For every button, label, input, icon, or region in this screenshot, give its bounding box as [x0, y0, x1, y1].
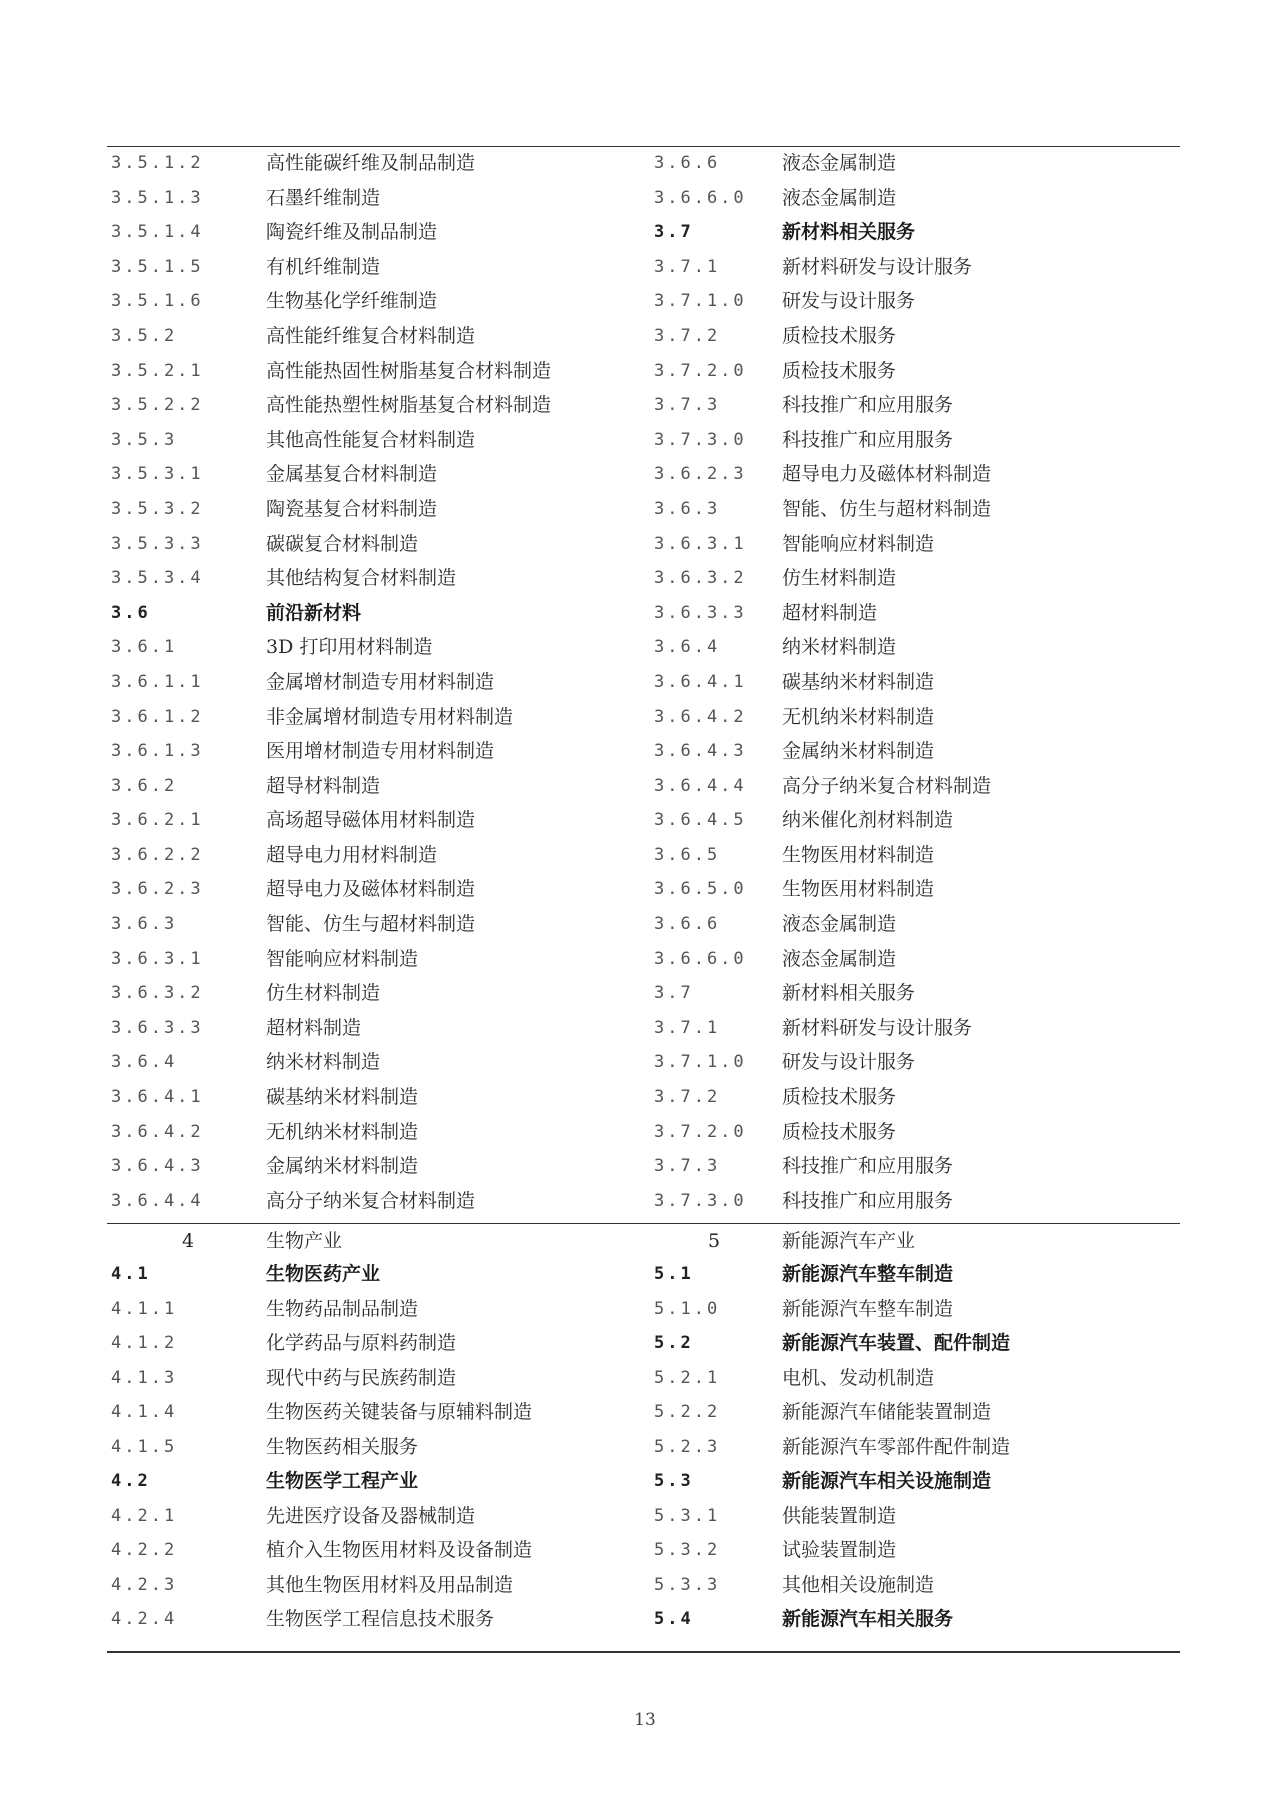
category-code: 3.6.6.0 — [654, 187, 747, 208]
category-name: 电机、发动机制造 — [782, 1366, 935, 1389]
table-row — [0, 250, 1280, 285]
category-code: 3.6.4 — [111, 1052, 178, 1073]
table-row — [0, 354, 1280, 389]
table-row — [0, 1464, 1280, 1499]
category-name: 液态金属制造 — [782, 152, 897, 174]
category-code: 5.2 — [654, 1333, 694, 1353]
table-row — [0, 1326, 1280, 1361]
category-code: 3.6.1 — [111, 637, 178, 658]
category-name: 科技推广和应用服务 — [782, 394, 954, 417]
category-name: 纳米催化剂材料制造 — [782, 809, 954, 832]
page-number: 13 — [634, 1710, 656, 1730]
category-name: 高性能纤维复合材料制造 — [266, 324, 476, 347]
category-code: 3.6.3.1 — [111, 948, 204, 969]
category-name: 其他高性能复合材料制造 — [266, 428, 476, 451]
category-code: 5.1.0 — [654, 1298, 721, 1319]
category-name: 生物医药关键装备与原辅料制造 — [266, 1401, 533, 1423]
category-code: 3.6.4.1 — [654, 671, 747, 692]
category-name: 仿生材料制造 — [782, 567, 897, 590]
category-code: 3.5.1.6 — [111, 291, 204, 312]
category-name: 碳碳复合材料制造 — [266, 532, 419, 555]
category-code: 4.2.3 — [111, 1574, 178, 1595]
category-code: 3.7.1 — [654, 1017, 721, 1038]
category-code: 3.6.4 — [654, 637, 721, 658]
category-code: 3.6.2.3 — [654, 464, 747, 485]
category-name: 新能源汽车储能装置制造 — [782, 1401, 992, 1423]
category-code: 3.6.3.3 — [654, 602, 747, 623]
table-row — [0, 1568, 1280, 1603]
category-name: 生物药品制品制造 — [266, 1297, 419, 1320]
category-name: 供能装置制造 — [782, 1504, 897, 1527]
category-name: 植介入生物医用材料及设备制造 — [266, 1539, 533, 1561]
category-name: 智能响应材料制造 — [782, 532, 935, 555]
category-name: 质检技术服务 — [782, 359, 897, 382]
table-row — [0, 181, 1280, 216]
category-name: 金属增材制造专用材料制造 — [266, 670, 495, 693]
materials-table — [0, 146, 1280, 1218]
category-name: 其他结构复合材料制造 — [266, 567, 457, 590]
table-row — [0, 457, 1280, 492]
category-name: 新材料相关服务 — [782, 221, 916, 244]
table-row — [0, 1430, 1280, 1465]
table-row — [0, 700, 1280, 735]
category-name: 前沿新材料 — [266, 601, 362, 624]
category-name: 无机纳米材料制造 — [782, 705, 935, 728]
category-code: 5.2.2 — [654, 1402, 721, 1422]
category-name: 生物医用材料制造 — [782, 878, 935, 901]
category-code: 3.7.3 — [654, 1156, 721, 1177]
category-name: 质检技术服务 — [782, 1086, 897, 1109]
category-code: 3.6.4.1 — [111, 1087, 204, 1108]
category-name: 液态金属制造 — [782, 947, 897, 970]
category-code: 3.6.1.3 — [111, 741, 204, 762]
category-name: 超导材料制造 — [266, 774, 381, 797]
category-code: 3.6.2 — [111, 775, 178, 796]
category-name: 有机纤维制造 — [266, 255, 381, 278]
category-code: 3.5.1.4 — [111, 222, 204, 243]
category-code: 5.3.1 — [654, 1505, 721, 1526]
category-code: 3.6.3 — [654, 498, 721, 519]
category-code: 4.1.1 — [111, 1298, 178, 1319]
category-name: 生物医学工程信息技术服务 — [266, 1608, 495, 1630]
category-code: 3.6.4.3 — [111, 1156, 204, 1177]
category-name: 超导电力用材料制造 — [266, 843, 438, 866]
category-name: 新能源汽车整车制造 — [782, 1263, 954, 1285]
category-name: 纳米材料制造 — [266, 1051, 381, 1074]
category-code: 3.6.3.3 — [111, 1017, 204, 1038]
category-name: 液态金属制造 — [782, 186, 897, 209]
table-bottom-rule — [107, 1651, 1180, 1653]
bio-nev-table — [0, 1224, 1280, 1637]
category-code: 3.5.1.3 — [111, 187, 204, 208]
category-name: 碳基纳米材料制造 — [266, 1086, 419, 1109]
category-name: 无机纳米材料制造 — [266, 1120, 419, 1143]
category-name: 研发与设计服务 — [782, 1051, 916, 1074]
category-name: 新材料研发与设计服务 — [782, 255, 973, 278]
category-code: 5.2.3 — [654, 1436, 721, 1457]
table-row — [0, 942, 1280, 977]
category-name: 超导电力及磁体材料制造 — [266, 878, 476, 901]
category-name: 新能源汽车相关设施制造 — [782, 1470, 992, 1492]
category-name: 超材料制造 — [266, 1016, 362, 1039]
category-code: 3.6.1.2 — [111, 706, 204, 727]
category-name: 智能、仿生与超材料制造 — [266, 913, 476, 936]
category-name: 新材料研发与设计服务 — [782, 1016, 973, 1039]
category-name: 质检技术服务 — [782, 324, 897, 347]
category-code: 3.7.2.0 — [654, 1121, 747, 1142]
category-name: 金属基复合材料制造 — [266, 463, 438, 486]
table-row — [0, 1011, 1280, 1046]
table-row — [0, 838, 1280, 873]
category-code: 3.6.4.5 — [654, 810, 747, 831]
category-code: 3.6.3 — [111, 914, 178, 935]
category-name: 智能、仿生与超材料制造 — [782, 497, 992, 520]
category-code: 4.1.2 — [111, 1333, 178, 1353]
table-row — [0, 803, 1280, 838]
category-code: 4.2.4 — [111, 1609, 178, 1629]
table-row — [0, 1257, 1280, 1292]
category-code: 3.6.5.0 — [654, 879, 747, 900]
category-code: 3.6.3.1 — [654, 533, 747, 554]
section-code-right: 5 — [708, 1230, 721, 1252]
category-code: 3.7.2.0 — [654, 360, 747, 381]
category-code: 3.7.1 — [654, 256, 721, 277]
category-name: 高性能热塑性树脂基复合材料制造 — [266, 394, 552, 417]
category-code: 3.7 — [654, 983, 694, 1004]
table-row — [0, 1080, 1280, 1115]
category-name: 其他相关设施制造 — [782, 1573, 935, 1596]
table-row — [0, 1395, 1280, 1430]
category-name: 生物医用材料制造 — [782, 843, 935, 866]
section-name-right: 新能源汽车产业 — [782, 1230, 916, 1252]
category-name: 先进医疗设备及器械制造 — [266, 1504, 476, 1527]
category-code: 3.7.1.0 — [654, 1052, 747, 1073]
table-row — [0, 1115, 1280, 1150]
table-row — [0, 319, 1280, 354]
category-code: 3.6.4.4 — [654, 775, 747, 796]
category-name: 研发与设计服务 — [782, 290, 916, 313]
category-name: 液态金属制造 — [782, 913, 897, 936]
category-code: 3.7 — [654, 222, 694, 243]
category-code: 3.7.3 — [654, 395, 721, 416]
category-name: 新材料相关服务 — [782, 982, 916, 1005]
category-name: 新能源汽车零部件配件制造 — [782, 1435, 1011, 1458]
category-name: 碳基纳米材料制造 — [782, 670, 935, 693]
category-name: 陶瓷纤维及制品制造 — [266, 221, 438, 244]
category-name: 现代中药与民族药制造 — [266, 1366, 457, 1389]
category-name: 其他生物医用材料及用品制造 — [266, 1573, 514, 1596]
category-code: 3.6.5 — [654, 844, 721, 865]
category-name: 陶瓷基复合材料制造 — [266, 497, 438, 520]
category-code: 3.6.4.4 — [111, 1190, 204, 1211]
category-code: 3.7.3.0 — [654, 1190, 747, 1211]
table-row — [0, 1361, 1280, 1396]
category-code: 3.6.2.2 — [111, 844, 204, 865]
table-row — [0, 596, 1280, 631]
category-code: 3.6.3.2 — [654, 568, 747, 589]
category-name: 生物医药相关服务 — [266, 1435, 419, 1458]
table-row — [0, 665, 1280, 700]
table-row — [0, 1499, 1280, 1534]
category-name: 高性能碳纤维及制品制造 — [266, 152, 476, 174]
table-row — [0, 1184, 1280, 1219]
table-row — [0, 284, 1280, 319]
category-code: 3.5.3 — [111, 429, 178, 450]
table-row — [0, 1292, 1280, 1327]
category-code: 3.5.2 — [111, 325, 178, 346]
category-code: 3.6.6.0 — [654, 948, 747, 969]
category-name: 石墨纤维制造 — [266, 186, 381, 209]
category-code: 3.7.2 — [654, 1087, 721, 1108]
category-name: 科技推广和应用服务 — [782, 1155, 954, 1178]
category-name: 新能源汽车整车制造 — [782, 1297, 954, 1320]
category-name: 医用增材制造专用材料制造 — [266, 740, 495, 763]
category-code: 3.6.4.2 — [654, 706, 747, 727]
category-name: 仿生材料制造 — [266, 982, 381, 1005]
category-code: 3.5.2.1 — [111, 360, 204, 381]
category-code: 4.2.2 — [111, 1540, 178, 1560]
section-name-left: 生物产业 — [266, 1230, 343, 1252]
category-code: 5.4 — [654, 1609, 694, 1629]
category-code: 4.1.3 — [111, 1367, 178, 1388]
category-code: 3.6.6 — [654, 153, 721, 173]
category-code: 4.1.5 — [111, 1436, 178, 1457]
category-code: 3.6.1.1 — [111, 671, 204, 692]
category-name: 金属纳米材料制造 — [782, 740, 935, 763]
category-name: 生物医药产业 — [266, 1263, 381, 1285]
section-code-left: 4 — [182, 1230, 195, 1252]
category-code: 5.2.1 — [654, 1367, 721, 1388]
category-code: 3.6.4.2 — [111, 1121, 204, 1142]
category-code: 5.3 — [654, 1471, 694, 1491]
category-code: 3.7.3.0 — [654, 429, 747, 450]
category-name: 高性能热固性树脂基复合材料制造 — [266, 359, 552, 382]
table-row — [0, 423, 1280, 458]
category-code: 5.1 — [654, 1264, 694, 1284]
category-code: 3.5.2.2 — [111, 395, 204, 416]
category-code: 3.7.2 — [654, 325, 721, 346]
table-row — [0, 1533, 1280, 1568]
table-row — [0, 1045, 1280, 1080]
table-row — [0, 1149, 1280, 1184]
category-code: 5.3.3 — [654, 1574, 721, 1595]
category-name: 科技推广和应用服务 — [782, 1189, 954, 1212]
category-name: 科技推广和应用服务 — [782, 428, 954, 451]
category-code: 4.1.4 — [111, 1402, 178, 1422]
category-name: 高场超导磁体用材料制造 — [266, 809, 476, 832]
category-name: 纳米材料制造 — [782, 636, 897, 659]
table-row — [0, 1602, 1280, 1637]
category-name: 新能源汽车装置、配件制造 — [782, 1332, 1011, 1354]
category-code: 3.5.3.2 — [111, 498, 204, 519]
table-row — [0, 872, 1280, 907]
category-code: 3.5.1.2 — [111, 153, 204, 173]
table-row — [0, 146, 1280, 181]
category-code: 5.3.2 — [654, 1540, 721, 1560]
category-name: 质检技术服务 — [782, 1120, 897, 1143]
category-code: 3.6.2.3 — [111, 879, 204, 900]
category-code: 3.7.1.0 — [654, 291, 747, 312]
category-code: 4.2.1 — [111, 1505, 178, 1526]
category-name: 新能源汽车相关服务 — [782, 1608, 954, 1630]
category-name: 化学药品与原料药制造 — [266, 1332, 457, 1354]
category-name: 高分子纳米复合材料制造 — [782, 774, 992, 797]
table-row — [0, 527, 1280, 562]
section-header-row — [0, 1224, 1280, 1257]
category-name: 超材料制造 — [782, 601, 878, 624]
table-row — [0, 976, 1280, 1011]
table-row — [0, 492, 1280, 527]
category-code: 3.5.3.3 — [111, 533, 204, 554]
category-name: 试验装置制造 — [782, 1539, 897, 1561]
category-code: 3.5.3.4 — [111, 568, 204, 589]
category-code: 4.1 — [111, 1264, 151, 1284]
category-name: 超导电力及磁体材料制造 — [782, 463, 992, 486]
table-row — [0, 769, 1280, 804]
table-row — [0, 561, 1280, 596]
table-row — [0, 388, 1280, 423]
table-row — [0, 907, 1280, 942]
table-row — [0, 734, 1280, 769]
table-row — [0, 215, 1280, 250]
category-code: 3.5.1.5 — [111, 256, 204, 277]
category-code: 3.6.2.1 — [111, 810, 204, 831]
category-code: 4.2 — [111, 1471, 151, 1491]
category-name: 金属纳米材料制造 — [266, 1155, 419, 1178]
category-code: 3.5.3.1 — [111, 464, 204, 485]
category-name: 高分子纳米复合材料制造 — [266, 1189, 476, 1212]
category-name: 智能响应材料制造 — [266, 947, 419, 970]
category-code: 3.6.6 — [654, 914, 721, 935]
category-code: 3.6 — [111, 602, 151, 623]
category-name: 非金属增材制造专用材料制造 — [266, 705, 514, 728]
table-row — [0, 630, 1280, 665]
category-name: 3D 打印用材料制造 — [266, 636, 433, 659]
category-code: 3.6.3.2 — [111, 983, 204, 1004]
category-name: 生物医学工程产业 — [266, 1470, 419, 1492]
category-name: 生物基化学纤维制造 — [266, 290, 438, 313]
category-code: 3.6.4.3 — [654, 741, 747, 762]
